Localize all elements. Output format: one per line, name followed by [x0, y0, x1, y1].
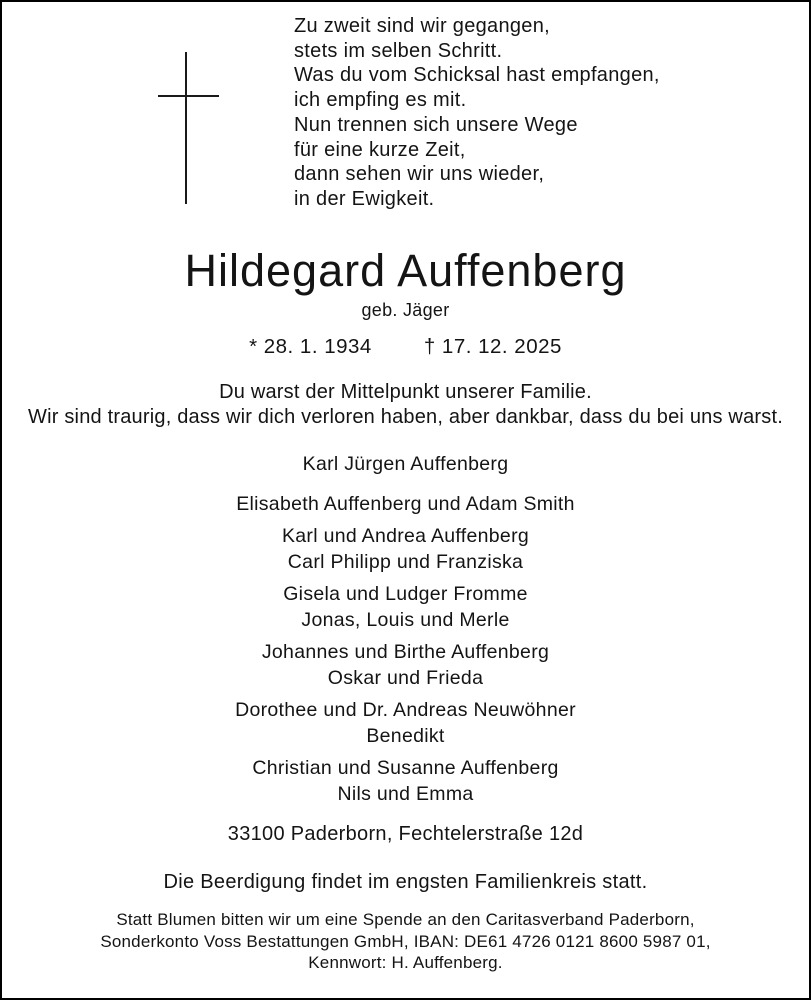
memorial-poem	[294, 14, 660, 212]
cross-horizontal-bar	[158, 95, 219, 97]
cross-vertical-bar	[185, 52, 187, 204]
poem-line: Zu zweit sind wir gegangen,	[294, 15, 551, 37]
mourner-line: Karl Jürgen Auffenberg	[302, 453, 509, 475]
mourner-group	[2, 639, 809, 691]
poem-line: Nun trennen sich unsere Wege	[294, 113, 578, 136]
mourner-group	[2, 581, 809, 633]
maiden-name: geb. Jäger	[361, 300, 450, 320]
tribute-line: Du warst der Mittelpunkt unserer Familie.	[219, 381, 592, 403]
mourner-line: Carl Philipp und Franziska	[287, 551, 524, 573]
death-date: † 17. 12. 2025	[423, 335, 562, 358]
mourner-group	[2, 451, 809, 477]
mourner-group	[2, 491, 809, 517]
donation-request	[2, 909, 809, 974]
notice-body	[2, 245, 809, 974]
mourner-list	[2, 451, 809, 807]
poem-line: dann sehen wir uns wieder,	[294, 163, 545, 186]
funeral-notice: Die Beerdigung findet im engsten Familienkreis statt.	[163, 871, 648, 893]
poem-line: ich empfing es mit.	[294, 89, 467, 112]
mourner-line: Jonas, Louis und Merle	[301, 609, 510, 631]
mourner-line: Nils und Emma	[337, 783, 474, 805]
mourner-line: Elisabeth Auffenberg und Adam Smith	[236, 493, 575, 515]
mourner-line: Dorothee und Dr. Andreas Neuwöhner	[235, 699, 576, 721]
life-dates	[2, 335, 809, 359]
poem-line: stets im selben Schritt.	[294, 39, 503, 62]
poem-line: Was du vom Schicksal hast empfangen,	[294, 64, 660, 87]
mourner-line: Gisela und Ludger Fromme	[283, 583, 528, 605]
mourner-line: Johannes und Birthe Auffenberg	[261, 641, 550, 663]
mourner-line: Christian und Susanne Auffenberg	[252, 757, 559, 779]
poem-line: in der Ewigkeit.	[294, 187, 435, 210]
birth-date: * 28. 1. 1934	[249, 335, 372, 358]
donation-line: Kennwort: H. Auffenberg.	[308, 953, 503, 972]
tribute-line: Wir sind traurig, dass wir dich verloren haben, aber dankbar, dass du bei uns warst.	[28, 406, 783, 428]
mourner-group	[2, 755, 809, 807]
poem-line: für eine kurze Zeit,	[294, 138, 466, 161]
mourner-line: Benedikt	[366, 725, 445, 747]
mourner-line: Karl und Andrea Auffenberg	[281, 525, 530, 547]
family-address: 33100 Paderborn, Fechtelerstraße 12d	[227, 823, 584, 845]
deceased-name: Hildegard Auffenberg	[184, 245, 627, 296]
tribute-text	[2, 380, 809, 430]
mourner-line: Oskar und Frieda	[327, 667, 484, 689]
mourner-group	[2, 523, 809, 575]
donation-line: Sonderkonto Voss Bestattungen GmbH, IBAN: DE61 4726 0121 8600 5987 01,	[100, 931, 711, 951]
donation-line: Statt Blumen bitten wir um eine Spende an den Caritasverband Paderborn,	[116, 910, 695, 929]
mourner-group	[2, 697, 809, 749]
